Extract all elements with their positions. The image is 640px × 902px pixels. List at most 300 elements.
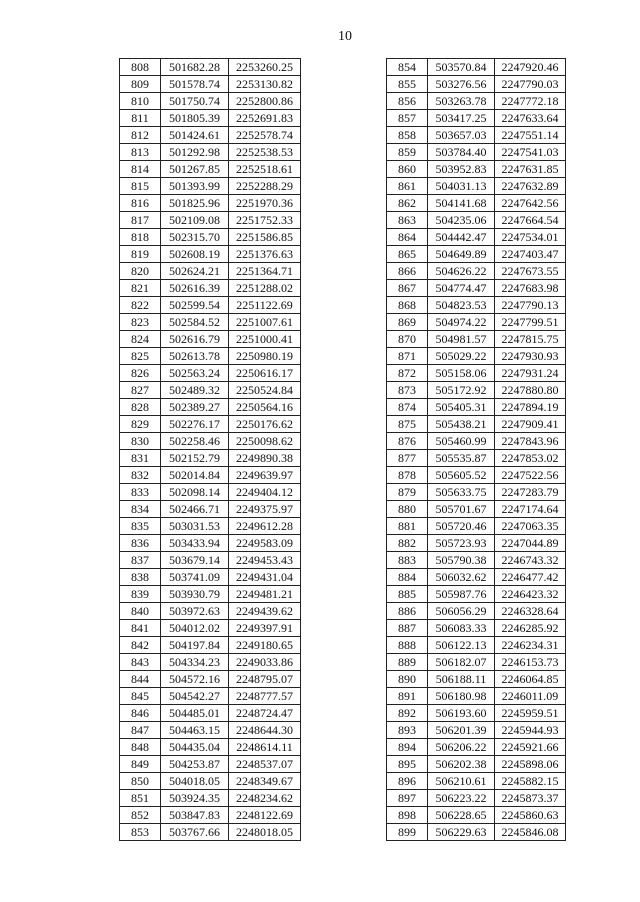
y-coordinate-cell: 2248122.69 [229,807,301,824]
point-number-cell: 878 [387,467,428,484]
point-number-cell: 823 [120,314,161,331]
point-number-cell: 831 [120,450,161,467]
table-row [387,382,566,399]
point-number-cell: 869 [387,314,428,331]
point-number-cell: 880 [387,501,428,518]
point-number-cell: 813 [120,144,161,161]
point-number-cell: 812 [120,127,161,144]
x-coordinate-cell: 505987.76 [428,586,495,603]
y-coordinate-cell: 2247534.01 [495,229,566,246]
x-coordinate-cell: 503433.94 [161,535,229,552]
table-row [120,382,301,399]
x-coordinate-cell: 504435.04 [161,739,229,756]
point-number-cell: 839 [120,586,161,603]
x-coordinate-cell: 502258.46 [161,433,229,450]
point-number-cell: 840 [120,603,161,620]
table-row [387,331,566,348]
table-row [387,467,566,484]
x-coordinate-cell: 506210.61 [428,773,495,790]
point-number-cell: 854 [387,59,428,76]
table-row [387,518,566,535]
point-number-cell: 843 [120,654,161,671]
y-coordinate-cell: 2251000.41 [229,331,301,348]
x-coordinate-cell: 503031.53 [161,518,229,535]
point-number-cell: 845 [120,688,161,705]
x-coordinate-cell: 502098.14 [161,484,229,501]
point-number-cell: 893 [387,722,428,739]
x-coordinate-cell: 503784.40 [428,144,495,161]
point-number-cell: 826 [120,365,161,382]
x-coordinate-cell: 502624.21 [161,263,229,280]
table-row [120,620,301,637]
table-row [387,110,566,127]
table-row [120,127,301,144]
point-number-cell: 817 [120,212,161,229]
table-row [387,603,566,620]
y-coordinate-cell: 2247632.89 [495,178,566,195]
table-row [387,450,566,467]
x-coordinate-cell: 504141.68 [428,195,495,212]
table-row [120,756,301,773]
point-number-cell: 815 [120,178,161,195]
point-number-cell: 837 [120,552,161,569]
point-number-cell: 862 [387,195,428,212]
table-row [120,348,301,365]
point-number-cell: 861 [387,178,428,195]
point-number-cell: 844 [120,671,161,688]
table-row [120,807,301,824]
y-coordinate-cell: 2252518.61 [229,161,301,178]
table-row [120,195,301,212]
y-coordinate-cell: 2246153.73 [495,654,566,671]
y-coordinate-cell: 2247815.75 [495,331,566,348]
table-row [387,314,566,331]
table-row [120,824,301,841]
y-coordinate-cell: 2247930.93 [495,348,566,365]
x-coordinate-cell: 505535.87 [428,450,495,467]
y-coordinate-cell: 2251376.63 [229,246,301,263]
point-number-cell: 866 [387,263,428,280]
x-coordinate-cell: 502608.19 [161,246,229,263]
y-coordinate-cell: 2245873.37 [495,790,566,807]
y-coordinate-cell: 2249612.28 [229,518,301,535]
table-row [120,212,301,229]
table-row [120,705,301,722]
y-coordinate-cell: 2252800.86 [229,93,301,110]
point-number-cell: 816 [120,195,161,212]
table-row [120,467,301,484]
point-number-cell: 868 [387,297,428,314]
y-coordinate-cell: 2247931.24 [495,365,566,382]
y-coordinate-cell: 2247664.54 [495,212,566,229]
y-coordinate-cell: 2245944.93 [495,722,566,739]
point-number-cell: 890 [387,671,428,688]
y-coordinate-cell: 2248724.47 [229,705,301,722]
point-number-cell: 848 [120,739,161,756]
table-row [120,59,301,76]
x-coordinate-cell: 506228.65 [428,807,495,824]
point-number-cell: 832 [120,467,161,484]
table-row [120,552,301,569]
table-row [387,501,566,518]
y-coordinate-cell: 2250980.19 [229,348,301,365]
point-number-cell: 872 [387,365,428,382]
table-row [387,348,566,365]
y-coordinate-cell: 2245898.06 [495,756,566,773]
x-coordinate-cell: 504197.84 [161,637,229,654]
table-row [120,484,301,501]
y-coordinate-cell: 2247044.89 [495,535,566,552]
y-coordinate-cell: 2247633.64 [495,110,566,127]
table-row [120,603,301,620]
table-row [387,722,566,739]
table-row [387,399,566,416]
point-number-cell: 828 [120,399,161,416]
y-coordinate-cell: 2246234.31 [495,637,566,654]
y-coordinate-cell: 2251288.02 [229,280,301,297]
table-row [387,365,566,382]
point-number-cell: 860 [387,161,428,178]
y-coordinate-cell: 2247909.41 [495,416,566,433]
y-coordinate-cell: 2249397.91 [229,620,301,637]
x-coordinate-cell: 506032.62 [428,569,495,586]
y-coordinate-cell: 2246064.85 [495,671,566,688]
x-coordinate-cell: 503679.14 [161,552,229,569]
x-coordinate-cell: 504253.87 [161,756,229,773]
point-number-cell: 829 [120,416,161,433]
y-coordinate-cell: 2247541.03 [495,144,566,161]
table-row [387,773,566,790]
point-number-cell: 899 [387,824,428,841]
y-coordinate-cell: 2253130.82 [229,76,301,93]
y-coordinate-cell: 2248614.11 [229,739,301,756]
x-coordinate-cell: 506229.63 [428,824,495,841]
table-row [120,93,301,110]
table-row [120,144,301,161]
y-coordinate-cell: 2251586.85 [229,229,301,246]
x-coordinate-cell: 503276.56 [428,76,495,93]
point-number-cell: 825 [120,348,161,365]
x-coordinate-cell: 502616.39 [161,280,229,297]
point-number-cell: 858 [387,127,428,144]
x-coordinate-cell: 502584.52 [161,314,229,331]
y-coordinate-cell: 2249583.09 [229,535,301,552]
y-coordinate-cell: 2247403.47 [495,246,566,263]
point-number-cell: 895 [387,756,428,773]
point-number-cell: 850 [120,773,161,790]
y-coordinate-cell: 2247631.85 [495,161,566,178]
y-coordinate-cell: 2247063.35 [495,518,566,535]
x-coordinate-cell: 501682.28 [161,59,229,76]
table-row [387,535,566,552]
table-row [387,280,566,297]
point-number-cell: 808 [120,59,161,76]
x-coordinate-cell: 504031.13 [428,178,495,195]
table-row [387,416,566,433]
x-coordinate-cell: 504981.57 [428,331,495,348]
table-row [120,722,301,739]
y-coordinate-cell: 2249890.38 [229,450,301,467]
table-row [387,790,566,807]
point-number-cell: 847 [120,722,161,739]
point-number-cell: 873 [387,382,428,399]
y-coordinate-cell: 2250524.84 [229,382,301,399]
table-row [387,756,566,773]
point-number-cell: 814 [120,161,161,178]
table-row [120,773,301,790]
point-number-cell: 849 [120,756,161,773]
table-row [120,297,301,314]
point-number-cell: 891 [387,688,428,705]
point-number-cell: 879 [387,484,428,501]
y-coordinate-cell: 2246423.32 [495,586,566,603]
x-coordinate-cell: 505701.67 [428,501,495,518]
y-coordinate-cell: 2247799.51 [495,314,566,331]
x-coordinate-cell: 505172.92 [428,382,495,399]
x-coordinate-cell: 502466.71 [161,501,229,518]
point-number-cell: 892 [387,705,428,722]
point-number-cell: 863 [387,212,428,229]
x-coordinate-cell: 504334.23 [161,654,229,671]
y-coordinate-cell: 2245959.51 [495,705,566,722]
point-number-cell: 889 [387,654,428,671]
x-coordinate-cell: 505158.06 [428,365,495,382]
table-row [387,739,566,756]
x-coordinate-cell: 503570.84 [428,59,495,76]
x-coordinate-cell: 502616.79 [161,331,229,348]
x-coordinate-cell: 505460.99 [428,433,495,450]
point-number-cell: 888 [387,637,428,654]
y-coordinate-cell: 2246477.42 [495,569,566,586]
y-coordinate-cell: 2248018.05 [229,824,301,841]
table-row [120,569,301,586]
table-row [120,365,301,382]
x-coordinate-cell: 502315.70 [161,229,229,246]
table-row [120,161,301,178]
y-coordinate-cell: 2252288.29 [229,178,301,195]
table-row [387,552,566,569]
table-row [120,535,301,552]
point-number-cell: 827 [120,382,161,399]
table-row [387,178,566,195]
x-coordinate-cell: 504774.47 [428,280,495,297]
y-coordinate-cell: 2251007.61 [229,314,301,331]
point-number-cell: 855 [387,76,428,93]
y-coordinate-cell: 2247790.13 [495,297,566,314]
table-row [387,705,566,722]
y-coordinate-cell: 2248795.07 [229,671,301,688]
y-coordinate-cell: 2249180.65 [229,637,301,654]
table-row [387,93,566,110]
table-row [387,144,566,161]
table-row [387,161,566,178]
y-coordinate-cell: 2245846.08 [495,824,566,841]
y-coordinate-cell: 2247880.80 [495,382,566,399]
x-coordinate-cell: 502109.08 [161,212,229,229]
point-number-cell: 877 [387,450,428,467]
table-row [120,739,301,756]
table-row [387,484,566,501]
x-coordinate-cell: 506201.39 [428,722,495,739]
point-number-cell: 853 [120,824,161,841]
x-coordinate-cell: 502152.79 [161,450,229,467]
x-coordinate-cell: 505029.22 [428,348,495,365]
x-coordinate-cell: 501393.99 [161,178,229,195]
y-coordinate-cell: 2251970.36 [229,195,301,212]
x-coordinate-cell: 504542.27 [161,688,229,705]
x-coordinate-cell: 504974.22 [428,314,495,331]
point-number-cell: 833 [120,484,161,501]
y-coordinate-cell: 2250564.16 [229,399,301,416]
x-coordinate-cell: 501424.61 [161,127,229,144]
table-row [387,671,566,688]
y-coordinate-cell: 2249404.12 [229,484,301,501]
x-coordinate-cell: 506180.98 [428,688,495,705]
point-number-cell: 842 [120,637,161,654]
y-coordinate-cell: 2246011.09 [495,688,566,705]
point-number-cell: 841 [120,620,161,637]
x-coordinate-cell: 504572.16 [161,671,229,688]
x-coordinate-cell: 506223.22 [428,790,495,807]
y-coordinate-cell: 2250616.17 [229,365,301,382]
y-coordinate-cell: 2247174.64 [495,501,566,518]
x-coordinate-cell: 501267.85 [161,161,229,178]
table-row [387,195,566,212]
page-number: 10 [338,29,352,44]
point-number-cell: 824 [120,331,161,348]
point-number-cell: 835 [120,518,161,535]
x-coordinate-cell: 503972.63 [161,603,229,620]
table-row [120,790,301,807]
point-number-cell: 884 [387,569,428,586]
point-number-cell: 821 [120,280,161,297]
point-number-cell: 870 [387,331,428,348]
table-row [120,178,301,195]
point-number-cell: 810 [120,93,161,110]
x-coordinate-cell: 503657.03 [428,127,495,144]
y-coordinate-cell: 2246285.92 [495,620,566,637]
point-number-cell: 811 [120,110,161,127]
y-coordinate-cell: 2245860.63 [495,807,566,824]
table-row [120,229,301,246]
table-row [387,127,566,144]
y-coordinate-cell: 2247790.03 [495,76,566,93]
table-row [120,76,301,93]
point-number-cell: 894 [387,739,428,756]
x-coordinate-cell: 502599.54 [161,297,229,314]
x-coordinate-cell: 506056.29 [428,603,495,620]
x-coordinate-cell: 505723.93 [428,535,495,552]
table-row [387,569,566,586]
y-coordinate-cell: 2253260.25 [229,59,301,76]
y-coordinate-cell: 2246743.32 [495,552,566,569]
y-coordinate-cell: 2249481.21 [229,586,301,603]
x-coordinate-cell: 502276.17 [161,416,229,433]
table-row [120,314,301,331]
y-coordinate-cell: 2248777.57 [229,688,301,705]
table-row [387,586,566,603]
point-number-cell: 838 [120,569,161,586]
y-coordinate-cell: 2252538.53 [229,144,301,161]
y-coordinate-cell: 2249375.97 [229,501,301,518]
y-coordinate-cell: 2248537.07 [229,756,301,773]
y-coordinate-cell: 2247522.56 [495,467,566,484]
y-coordinate-cell: 2245921.66 [495,739,566,756]
y-coordinate-cell: 2247920.46 [495,59,566,76]
point-number-cell: 830 [120,433,161,450]
x-coordinate-cell: 504463.15 [161,722,229,739]
point-number-cell: 876 [387,433,428,450]
point-number-cell: 864 [387,229,428,246]
table-row [387,76,566,93]
x-coordinate-cell: 502389.27 [161,399,229,416]
y-coordinate-cell: 2247683.98 [495,280,566,297]
table-row [120,688,301,705]
y-coordinate-cell: 2248644.30 [229,722,301,739]
y-coordinate-cell: 2248234.62 [229,790,301,807]
y-coordinate-cell: 2247673.55 [495,263,566,280]
x-coordinate-cell: 504485.01 [161,705,229,722]
x-coordinate-cell: 506188.11 [428,671,495,688]
y-coordinate-cell: 2250098.62 [229,433,301,450]
table-row [120,280,301,297]
y-coordinate-cell: 2250176.62 [229,416,301,433]
point-number-cell: 820 [120,263,161,280]
table-row [120,246,301,263]
table-row [387,824,566,841]
y-coordinate-cell: 2249431.04 [229,569,301,586]
x-coordinate-cell: 505633.75 [428,484,495,501]
x-coordinate-cell: 503767.66 [161,824,229,841]
point-number-cell: 897 [387,790,428,807]
x-coordinate-cell: 506206.22 [428,739,495,756]
x-coordinate-cell: 504626.22 [428,263,495,280]
x-coordinate-cell: 505438.21 [428,416,495,433]
point-number-cell: 867 [387,280,428,297]
x-coordinate-cell: 504442.47 [428,229,495,246]
table-row [387,620,566,637]
point-number-cell: 846 [120,705,161,722]
table-row [120,637,301,654]
x-coordinate-cell: 502613.78 [161,348,229,365]
table-row [120,331,301,348]
point-number-cell: 882 [387,535,428,552]
y-coordinate-cell: 2247283.79 [495,484,566,501]
table-row [387,688,566,705]
point-number-cell: 898 [387,807,428,824]
point-number-cell: 886 [387,603,428,620]
x-coordinate-cell: 501805.39 [161,110,229,127]
point-number-cell: 857 [387,110,428,127]
table-row [120,501,301,518]
y-coordinate-cell: 2249033.86 [229,654,301,671]
x-coordinate-cell: 503930.79 [161,586,229,603]
x-coordinate-cell: 505405.31 [428,399,495,416]
x-coordinate-cell: 504012.02 [161,620,229,637]
y-coordinate-cell: 2247843.96 [495,433,566,450]
x-coordinate-cell: 505790.38 [428,552,495,569]
table-row [120,110,301,127]
point-number-cell: 871 [387,348,428,365]
y-coordinate-cell: 2247894.19 [495,399,566,416]
point-number-cell: 851 [120,790,161,807]
table-row [120,263,301,280]
x-coordinate-cell: 502489.32 [161,382,229,399]
point-number-cell: 809 [120,76,161,93]
x-coordinate-cell: 503924.35 [161,790,229,807]
point-number-cell: 818 [120,229,161,246]
table-row [120,399,301,416]
